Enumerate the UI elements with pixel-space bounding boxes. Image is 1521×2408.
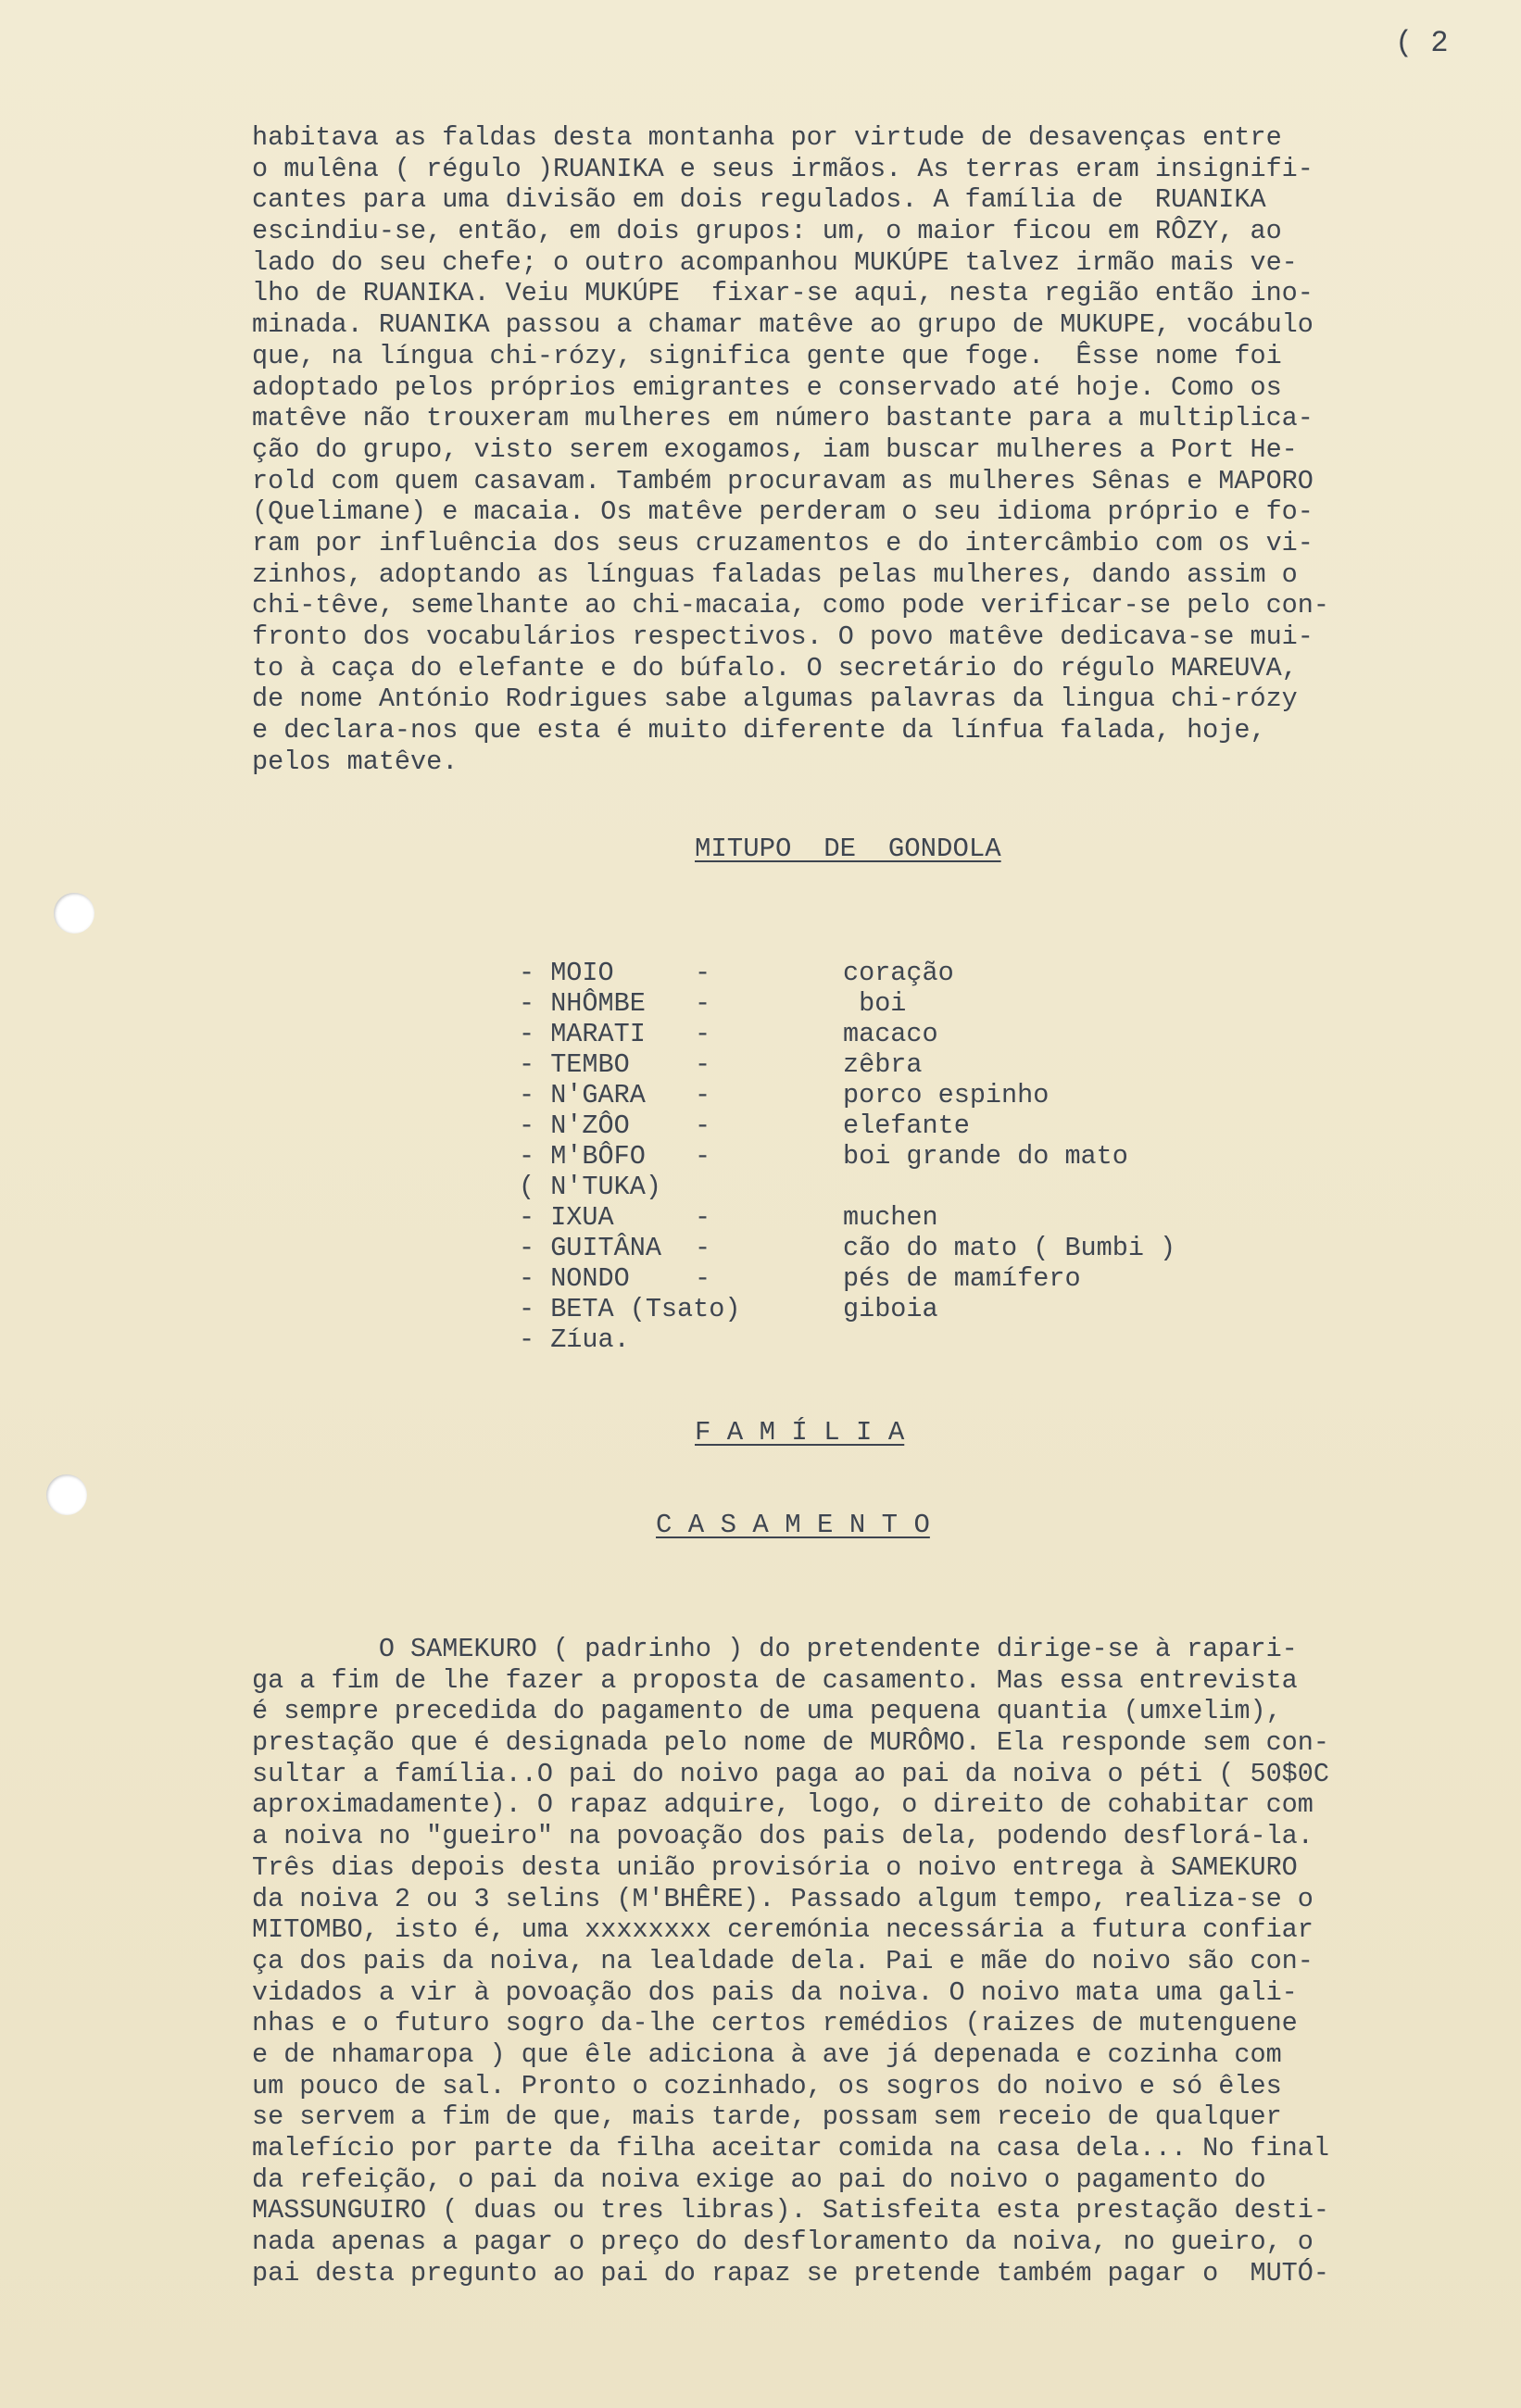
text-line: escindiu-se, então, em dois grupos: um, o maior ficou em RÔZY, ao <box>252 216 1282 247</box>
text-line: malefício por parte da filha aceitar comida na casa dela... No final <box>252 2133 1329 2163</box>
text-line: e de nhamaropa ) que êle adiciona à ave já depenada e cozinha com <box>252 2038 1282 2070</box>
vocabulary-term: - NHÔMBE <box>519 988 646 1019</box>
vocabulary-meaning: zêbra <box>843 1049 923 1080</box>
text-line: MASSUNGUIRO ( duas ou tres libras). Satisfeita esta prestação desti- <box>252 2195 1329 2226</box>
text-line: adoptado pelos próprios emigrantes e conservado até hoje. Como os <box>252 371 1282 403</box>
text-line: que, na língua chi-rózy, significa gente que foge. Êsse nome foi <box>252 340 1282 371</box>
text-line: matêve não trouxeram mulheres em número bastante para a multiplica- <box>252 403 1314 434</box>
vocabulary-term: - MARATI <box>519 1019 646 1049</box>
vocabulary-row <box>519 958 1352 988</box>
text-line: de nome António Rodrigues sabe algumas palavras da lingua chi-rózy <box>252 684 1298 715</box>
vocabulary-meaning: macaco <box>843 1019 938 1049</box>
vocabulary-row <box>519 1141 1352 1172</box>
text-line: o mulêna ( régulo )RUANIKA e seus irmãos. As terras eram insignifi- <box>252 153 1314 184</box>
text-line: MITOMBO, isto é, uma xxxxxxxx ceremónia necessária a futura confiar <box>252 1914 1314 1946</box>
text-line: da refeição, o pai da noiva exige ao pai do noivo o pagamento do <box>252 2163 1266 2195</box>
heading-familia: F A M Í L I A <box>695 1417 905 1448</box>
vocabulary-meaning: boi <box>843 988 907 1019</box>
text-line: Três dias depois desta união provisória o noivo entrega à SAMEKURO <box>252 1851 1298 1883</box>
heading-casamento: C A S A M E N T O <box>656 1510 930 1540</box>
vocabulary-row <box>519 1263 1352 1294</box>
vocabulary-row <box>519 1110 1352 1141</box>
vocabulary-meaning: giboia <box>843 1294 938 1324</box>
text-line: O SAMEKURO ( padrinho ) do pretendente dirige-se à rapari- <box>252 1634 1298 1664</box>
text-line: to à caça do elefante e do búfalo. O secretário do régulo MAREUVA, <box>252 652 1298 684</box>
page-number: ( 2 <box>1395 26 1449 60</box>
text-line: zinhos, adoptando as línguas faladas pelas mulheres, dando assim o <box>252 558 1298 590</box>
vocabulary-term: - TEMBO <box>519 1049 630 1080</box>
text-line: rold com quem casavam. Também procuravam as mulheres Sênas e MAPORO <box>252 465 1314 496</box>
text-line: e declara-nos que esta é muito diferente da línfua falada, hoje, <box>252 715 1266 746</box>
text-line: pelos matêve. <box>252 746 459 777</box>
vocabulary-dash: - <box>695 1202 711 1233</box>
text-line: prestação que é designada pelo nome de MURÔMO. Ela responde sem con- <box>252 1727 1329 1759</box>
vocabulary-row <box>519 1019 1352 1049</box>
vocabulary-row <box>519 1233 1352 1263</box>
vocabulary-row <box>519 1294 1352 1324</box>
text-line: se servem a fim de que, mais tarde, possam sem receio de qualquer <box>252 2101 1282 2133</box>
text-line: ga a fim de lhe fazer a proposta de casamento. Mas essa entrevista <box>252 1664 1298 1696</box>
text-line: ça dos pais da noiva, na lealdade dela. Pai e mãe do noivo são con- <box>252 1945 1314 1976</box>
vocabulary-dash: - <box>695 958 711 988</box>
vocabulary-dash: - <box>695 1263 711 1294</box>
vocabulary-row <box>519 1049 1352 1080</box>
vocabulary-dash: - <box>695 1049 711 1080</box>
vocabulary-dash: - <box>695 1110 711 1141</box>
vocabulary-term: - BETA (Tsato) <box>519 1294 741 1324</box>
paragraph-origin <box>252 122 1498 777</box>
vocabulary-term: - Zíua. <box>519 1324 630 1355</box>
vocabulary-term: - N'GARA <box>519 1080 646 1110</box>
text-line: lado do seu chefe; o outro acompanhou MUKÚPE talvez irmão mais ve- <box>252 246 1298 278</box>
text-line: minada. RUANIKA passou a chamar matêve ao grupo de MUKUPE, vocábulo <box>252 309 1314 341</box>
vocabulary-row <box>519 988 1352 1019</box>
vocabulary-dash: - <box>695 1080 711 1110</box>
text-line: (Quelimane) e macaia. Os matêve perderam o seu idioma próprio e fo- <box>252 496 1314 528</box>
vocabulary-dash: - <box>695 1141 711 1172</box>
text-line: ram por influência dos seus cruzamentos e do intercâmbio com os vi- <box>252 527 1314 558</box>
text-line: vidados a vir à povoação dos pais da noiva. O noivo mata uma gali- <box>252 1976 1298 2008</box>
text-line: da noiva 2 ou 3 selins (M'BHÊRE). Passado algum tempo, realiza-se o <box>252 1883 1314 1914</box>
vocabulary-list <box>519 958 1352 1355</box>
vocabulary-meaning: porco espinho <box>843 1080 1050 1110</box>
vocabulary-meaning: pés de mamífero <box>843 1263 1081 1294</box>
punch-hole-top <box>54 893 94 934</box>
vocabulary-row <box>519 1080 1352 1110</box>
vocabulary-meaning: muchen <box>843 1202 938 1233</box>
text-line: a noiva no "gueiro" na povoação dos pais dela, podendo desflorá-la. <box>252 1821 1314 1852</box>
text-line: pai desta pregunto ao pai do rapaz se pretende também pagar o MUTÓ- <box>252 2257 1329 2289</box>
vocabulary-row <box>519 1202 1352 1233</box>
text-line: habitava as faldas desta montanha por virtude de desavenças entre <box>252 122 1282 153</box>
vocabulary-term: - N'ZÔO <box>519 1110 630 1141</box>
text-line: ção do grupo, visto serem exogamos, iam buscar mulheres a Port He- <box>252 433 1298 465</box>
text-line: lho de RUANIKA. Veiu MUKÚPE fixar-se aqui, nesta região então ino- <box>252 278 1314 309</box>
vocabulary-term: - GUITÂNA <box>519 1233 661 1263</box>
text-line: nhas e o futuro sogro da-lhe certos remédios (raizes de mutenguene <box>252 2008 1298 2039</box>
vocabulary-row <box>519 1324 1352 1355</box>
paragraph-casamento <box>252 1634 1498 2289</box>
heading-mitupo: MITUPO DE GONDOLA <box>695 834 1001 864</box>
vocabulary-dash: - <box>695 1019 711 1049</box>
text-line: cantes para uma divisão em dois regulados. A família de RUANIKA <box>252 184 1266 216</box>
vocabulary-row <box>519 1172 1352 1202</box>
vocabulary-term: - M'BÔFO <box>519 1141 646 1172</box>
vocabulary-dash: - <box>695 1233 711 1263</box>
vocabulary-term: - IXUA <box>519 1202 614 1233</box>
text-line: fronto dos vocabulários respectivos. O povo matêve dedicava-se mui- <box>252 621 1314 652</box>
vocabulary-term: - NONDO <box>519 1263 630 1294</box>
vocabulary-meaning: coração <box>843 958 954 988</box>
vocabulary-term: ( N'TUKA) <box>519 1172 661 1202</box>
vocabulary-dash: - <box>695 988 711 1019</box>
vocabulary-meaning: elefante <box>843 1110 970 1141</box>
text-line: sultar a família..O pai do noivo paga ao pai da noiva o péti ( 50$0C <box>252 1758 1329 1789</box>
text-line: é sempre precedida do pagamento de uma pequena quantia (umxelim), <box>252 1696 1282 1727</box>
text-line: chi-têve, semelhante ao chi-macaia, como pode verificar-se pelo con- <box>252 590 1329 621</box>
text-line: aproximadamente). O rapaz adquire, logo, o direito de cohabitar com <box>252 1789 1314 1821</box>
punch-hole-bottom <box>46 1474 87 1515</box>
vocabulary-meaning: boi grande do mato <box>843 1141 1128 1172</box>
text-line: um pouco de sal. Pronto o cozinhado, os sogros do noivo e só êles <box>252 2070 1282 2101</box>
vocabulary-term: - MOIO <box>519 958 614 988</box>
vocabulary-meaning: cão do mato ( Bumbi ) <box>843 1233 1176 1263</box>
text-line: nada apenas a pagar o preço do desfloramento da noiva, no gueiro, o <box>252 2226 1314 2258</box>
